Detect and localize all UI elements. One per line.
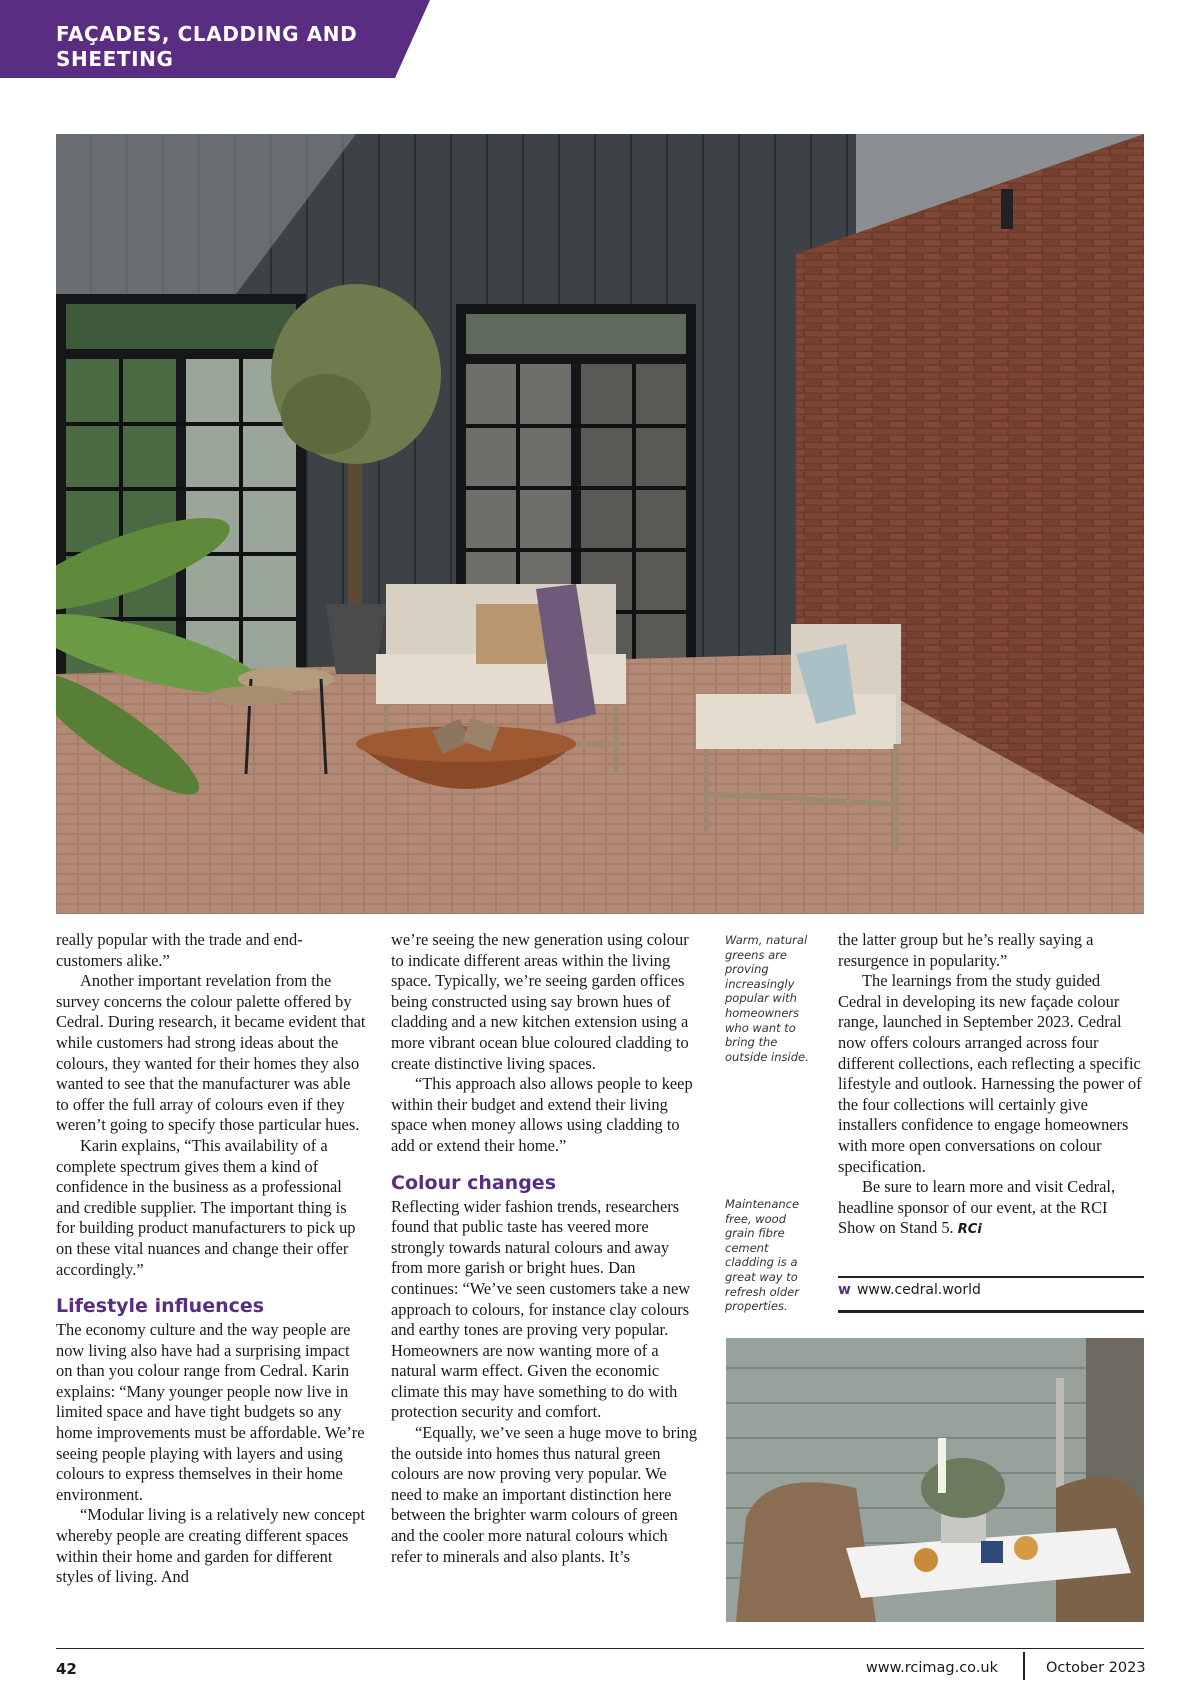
paragraph: Another important revelation from the survey concerns the colour palette offered by Cedral. During research, it became evident that while customers had strong ideas about the colours, they wanted for their homes they also wanted to see that the manufacturer was able to offer the full array of colours even if they weren’t going to specify those particular hues. <box>56 971 366 1135</box>
web-link-row <box>838 1280 1144 1300</box>
paragraph: “This approach also allows people to keep within their budget and extend their living space when money allows using cladding to add or extend their home.” <box>391 1074 693 1155</box>
column-4 <box>838 930 1144 1241</box>
web-divider <box>838 1276 1144 1278</box>
caption-cladding: Maintenance free, wood grain fibre cement cladding is a great way to refresh older properties. <box>725 1197 800 1314</box>
subheading-lifestyle: Lifestyle influences <box>56 1295 265 1318</box>
paragraph: Reflecting wider fashion trends, researchers found that public taste has veered more strongly towards natural colours and away from more garish or bright hues. Dan continues: “We’ve seen customers take a new approach to colours, for instance clay colours and earthy tones are proving very popular. Homeowners are now wanting more of a natural warm effect. Given the economic climate this may have something to do with protection security and comfort. <box>391 1196 691 1422</box>
footer-site[interactable]: www.rcimag.co.uk <box>865 1660 998 1676</box>
paragraph: “Equally, we’ve seen a huge move to bring the outside into homes thus natural green colours are now proving very popular. We need to make an important distinction here between the brighter warm colours of green and the cooler more natural colours which refer to minerals and also plants. It’s <box>391 1423 698 1566</box>
paragraph <box>838 1177 1144 1241</box>
section-title: FAÇADES, CLADDING AND SHEETING <box>56 22 358 71</box>
footer-separator <box>1023 1652 1025 1680</box>
paragraph: “Modular living is a relatively new concept whereby people are creating different spaces within their home and garden for different styles of living. And <box>56 1505 365 1587</box>
paragraph: we’re seeing the new generation using colour to indicate different areas within the living space. Typically, we’re seeing garden offices being constructed using say brown hues of cladding and a new kitchen extension using a more vibrant ocean blue coloured cladding to create distinctive living spaces. <box>391 930 689 1073</box>
web-divider-bottom <box>838 1310 1144 1313</box>
section-tab <box>0 0 430 78</box>
paragraph: Karin explains, “This availability of a complete spectrum gives them a kind of confidence in the business as a professional and credible supplier. The important thing is for building product manufacturers to pick up on these vital nuances and change their offer accordingly.” <box>56 1135 356 1279</box>
paragraph: The learnings from the study guided Cedral in developing its new façade colour range, launched in September 2023. Cedral now offers colours arranged across four different collections, each reflecting a specific lifestyle and outlook. Harnessing the power of the four collections will certainly give installers confidence to engage homeowners with more open conversations on colour specification. <box>838 971 1142 1176</box>
patio-photo-icon <box>56 134 1144 914</box>
footer-date: October 2023 <box>1046 1660 1146 1676</box>
page-number: 42 <box>56 1660 77 1678</box>
cladding-photo <box>726 1338 1144 1622</box>
closing-text: Be sure to learn more and visit Cedral, headline sponsor of our event, at the RCI Show on Stand 5. <box>838 1177 1116 1238</box>
cladding-photo-icon <box>726 1338 1144 1622</box>
rci-end-mark: RCi <box>957 1222 982 1238</box>
hero-photo <box>56 134 1144 914</box>
web-prefix: w <box>838 1282 851 1298</box>
caption-hero: Warm, natural greens are proving increasingly popular with homeowners who want to bring the outside inside. <box>725 933 809 1064</box>
paragraph: really popular with the trade and end-customers alike.” <box>56 930 303 970</box>
paragraph: the latter group but he’s really saying a resurgence in popularity.” <box>838 930 1094 970</box>
paragraph: The economy culture and the way people are now living also have had a surprising impact on than you colour range from Cedral. Karin explains: “Many younger people now live in limited space and have tight budgets so any home improvements must be affordable. We’re seeing people playing with layers and using colours to express themselves in their home environment. <box>56 1320 365 1504</box>
column-1 <box>56 930 366 1588</box>
subheading-colour-changes: Colour changes <box>391 1171 557 1194</box>
column-2 <box>391 930 701 1567</box>
web-link[interactable]: www.cedral.world <box>856 1282 981 1298</box>
footer-rule <box>56 1648 1144 1649</box>
